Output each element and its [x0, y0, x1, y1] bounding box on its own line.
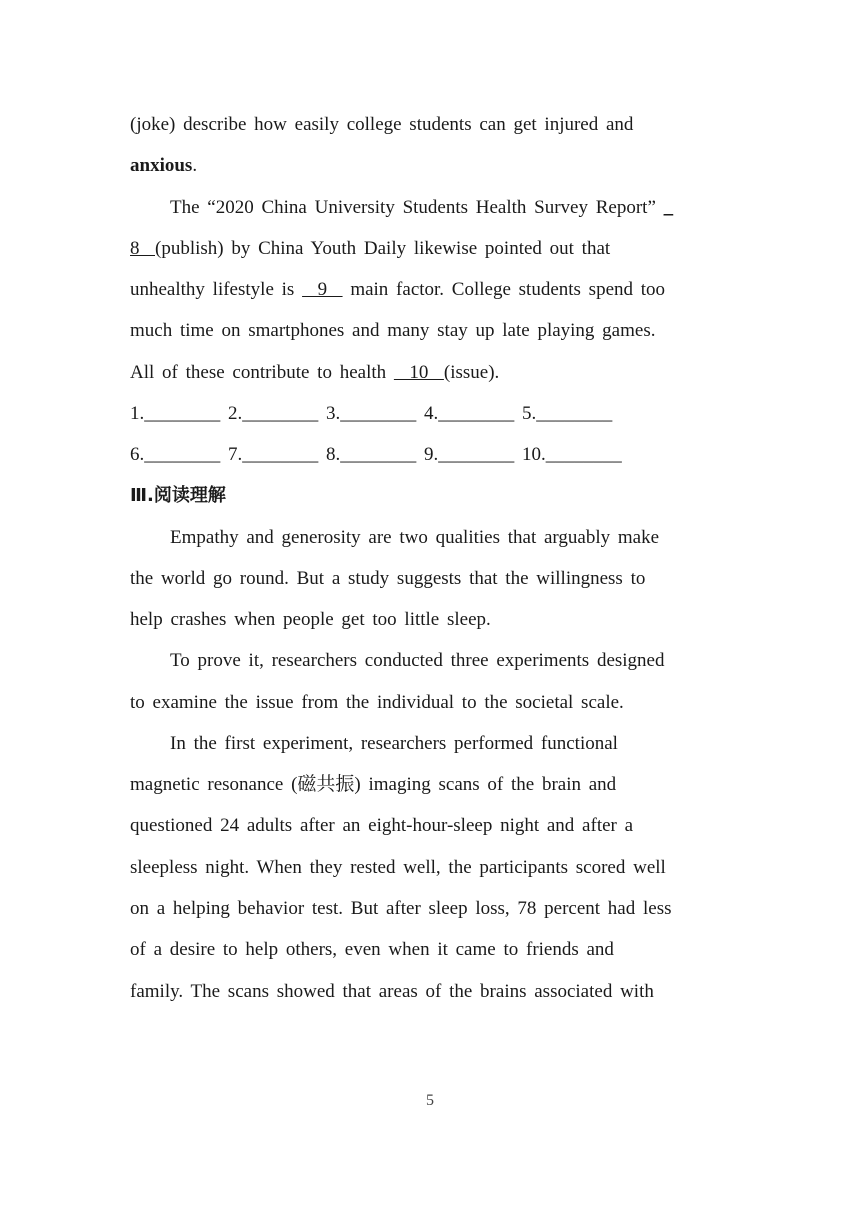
passage-line: 8 (publish) by China Youth Daily likewise pointed out that [130, 238, 611, 259]
passage-line: The “2020 China University Students Health Survey Report” _ [170, 197, 674, 218]
answer-blanks-row: 6.________ 7.________ 8.________ 9.________ 10.________ [130, 444, 622, 465]
section-heading: Ⅲ.阅读理解 [130, 485, 226, 506]
bold-word: anxious [130, 155, 193, 176]
reading-line: the world go round. But a study suggests that the willingness to [130, 568, 646, 589]
blank-9: 9 [302, 279, 343, 300]
reading-line: family. The scans showed that areas of the brains associated with [130, 981, 654, 1002]
passage-line: All of these contribute to health 10 (issue). [130, 362, 500, 383]
reading-line: To prove it, researchers conducted three experiments designed [170, 650, 665, 671]
blank-8-start: _ [663, 197, 674, 218]
reading-line: questioned 24 adults after an eight-hour-sleep night and after a [130, 815, 634, 836]
reading-line: help crashes when people get too little sleep. [130, 609, 491, 630]
blank-8: 8 [130, 238, 155, 259]
reading-line: to examine the issue from the individual to the societal scale. [130, 692, 624, 713]
reading-line: of a desire to help others, even when it came to friends and [130, 939, 614, 960]
reading-line: In the first experiment, researchers performed functional [170, 733, 618, 754]
reading-line: sleepless night. When they rested well, the participants scored well [130, 857, 666, 878]
reading-line: magnetic resonance (磁共振) imaging scans of the brain and [130, 774, 617, 795]
reading-line: on a helping behavior test. But after sleep loss, 78 percent had less [130, 898, 672, 919]
page-number: 5 [426, 1092, 434, 1109]
passage-line: (joke) describe how easily college students can get injured and [130, 114, 634, 135]
reading-line: Empathy and generosity are two qualities that arguably make [170, 527, 660, 548]
passage-line: anxious. [130, 155, 198, 176]
passage-line: much time on smartphones and many stay up late playing games. [130, 320, 656, 341]
passage-line: unhealthy lifestyle is 9 main factor. College students spend too [130, 279, 666, 300]
blank-10: 10 [393, 362, 444, 383]
answer-blanks-row: 1.________ 2.________ 3.________ 4.________ 5.________ [130, 403, 613, 424]
